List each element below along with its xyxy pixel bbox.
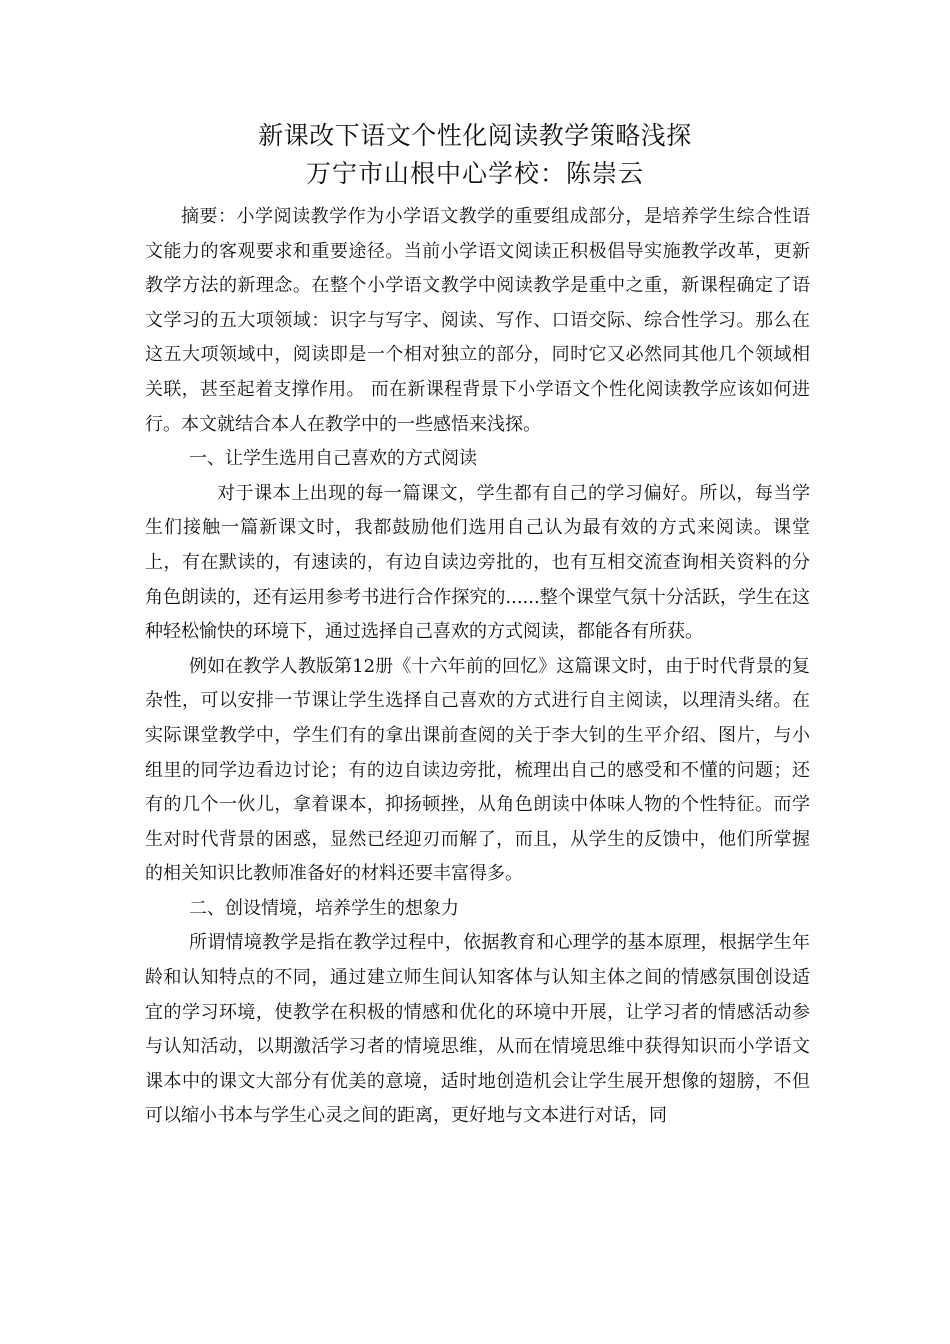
- section-heading-2: 二、创设情境，培养学生的想象力: [189, 897, 459, 919]
- document-title: 新课改下语文个性化阅读教学策略浅探: [258, 121, 692, 150]
- document-body: [145, 200, 810, 1134]
- section-heading-1: 一、让学生选用自己喜欢的方式阅读: [189, 448, 477, 470]
- body-paragraph: 所谓情境教学是指在教学过程中，依据教育和心理学的基本原理，根据学生年龄和认知特点的不同，通过建立师生间认知客体与认知主体之间的情感氛围创设适宜的学习环境，使教学在积极的情感和优化的环境中开展，让学习者的情感活动参与认知活动，以期激活学习者的情境思维，从而在情境思维中获得知识而小学语文课本中的课文大部分有优美的意境，适时地创造机会让学生展开想像的翅膀，不但可以缩小书本与学生心灵之间的距离，更好地与文本进行对话，同: [145, 932, 810, 1127]
- abstract-paragraph: 摘要：小学阅读教学作为小学语文教学的重要组成部分，是培养学生综合性语文能力的客观要求和重要途径。当前小学语文阅读正积极倡导实施教学改革，更新教学方法的新理念。在整个小学语文教学中阅读教学是重中之重，新课程确定了语文学习的五大项领域：识字与写字、阅读、写作、口语交际、综合性学习。那么在这五大项领域中，阅读即是一个相对独立的部分，同时它又必然同其他几个领域相关联，甚至起着支撑作用。 而在新课程背景下小学语文个性化阅读教学应该如何进行。本文就结合本人在教学中的一些感悟来浅探。: [145, 206, 810, 435]
- body-paragraph: 例如在教学人教版第12册《十六年前的回忆》这篇课文时，由于时代背景的复杂性，可以安排一节课让学生选择自己喜欢的方式进行自主阅读，以理清头绪。在实际课堂教学中，学生们有的拿出课前查阅的关于李大钊的生平介绍、图片，与小组里的同学边看边讨论；有的边自读边旁批，梳理出自己的感受和不懂的问题；还有的几个一伙儿，拿着课本，抑扬顿挫，从角色朗读中体味人物的个性特征。而学生对时代背景的困惑，显然已经迎刃而解了，而且，从学生的反馈中，他们所掌握的相关知识比教师准备好的材料还要丰富得多。: [145, 655, 810, 885]
- body-paragraph: 对于课本上出现的每一篇课文，学生都有自己的学习偏好。所以，每当学生们接触一篇新课文时，我都鼓励他们选用自己认为最有效的方式来阅读。课堂上，有在默读的，有速读的，有边自读边旁批的，也有互相交流查询相关资料的分角色朗读的，还有运用参考书进行合作探究的......整个课堂气氛十分活跃，学生在这种轻松愉快的环境下，通过选择自己喜欢的方式阅读，都能各有所获。: [145, 482, 810, 643]
- author-line: 万宁市山根中心学校：陈崇云: [305, 159, 644, 188]
